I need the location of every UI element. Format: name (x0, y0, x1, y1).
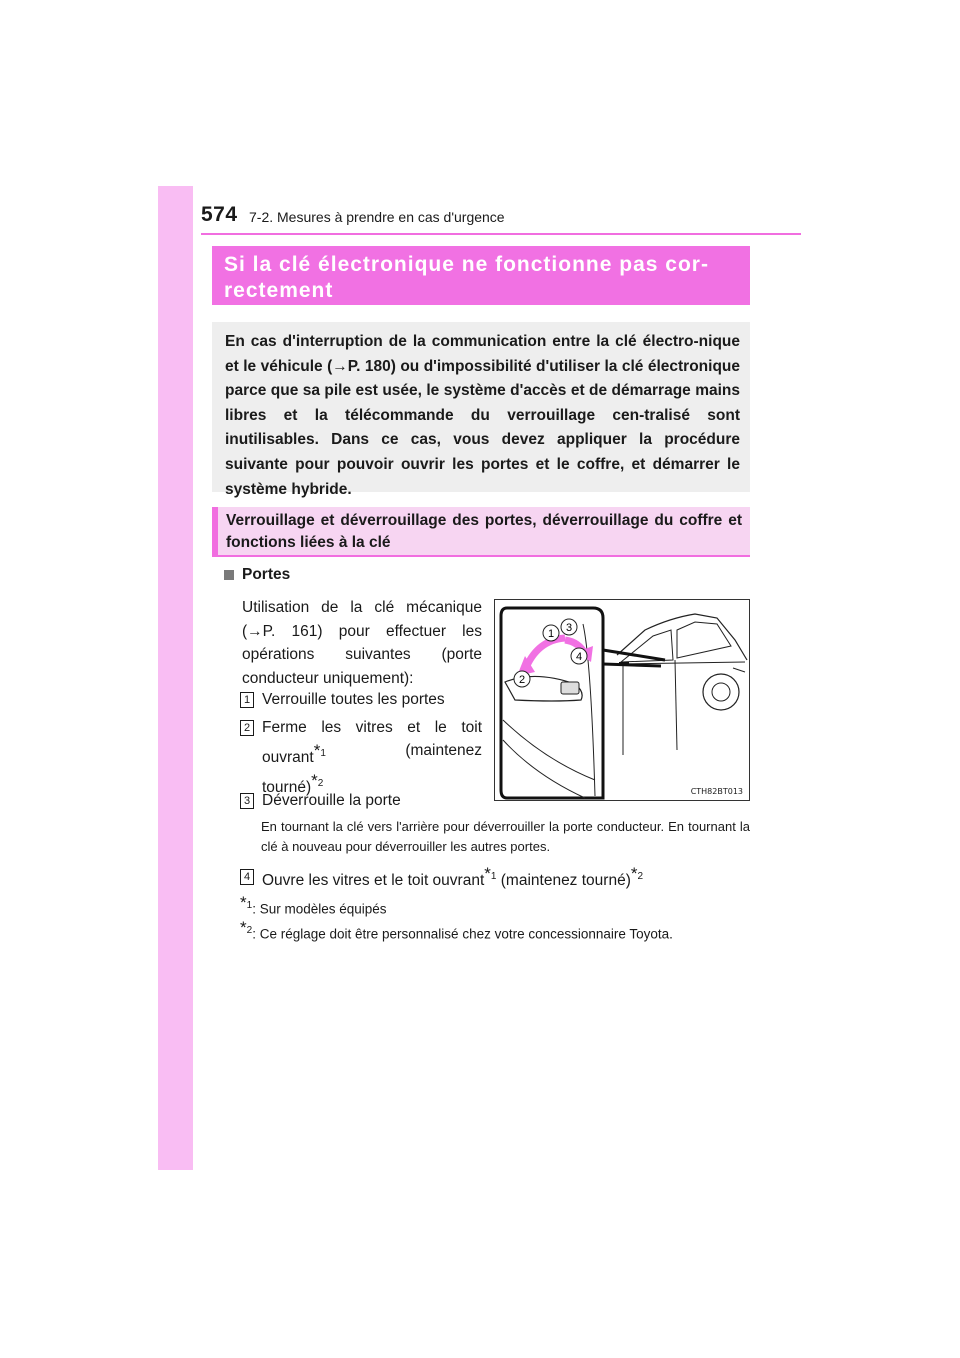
page-title (212, 246, 750, 305)
footnote-1-text: : Sur modèles équipés (252, 901, 387, 917)
page-number: 574 (201, 203, 238, 226)
step-2-tourne: tourné) (262, 779, 312, 797)
footnote-num: 2 (246, 925, 253, 936)
footnote-mark: * (313, 741, 321, 760)
footnote-ref: 2 (317, 778, 324, 790)
car-door-split (675, 660, 677, 750)
footnote-ref: 1 (490, 871, 497, 882)
section-reference: 7-2. Mesures à prendre en cas d'urgence (249, 209, 505, 225)
square-bullet-icon (224, 570, 234, 580)
car-belt-line (621, 662, 745, 664)
intro-paragraph: En cas d'interruption de la communication entre la clé électro-nique et le véhicule (→P. 180) ou d'impossibilité d'utiliser la clé électronique parce que sa pile est usée, le système d'accès et de démarrage mains libres et la télécommande du verrouillage cen-tralisé sont inutilisables. Dans ce cas, vous devez appliquer la procédure suivante pour pouvoir ouvrir les portes et le coffre, et démarrer le système hybride. (212, 322, 750, 492)
step-2-line1: Ferme les vitres et le toit (262, 719, 482, 736)
step-1-text: Verrouille toutes les portes (262, 691, 445, 708)
inset-door-curve (503, 720, 595, 780)
step-number-1: 1 (240, 692, 254, 708)
footnote-ref: 2 (637, 871, 644, 882)
callout-1-label: 1 (547, 628, 555, 640)
footnote-mark: * (630, 864, 638, 883)
door-handle (619, 662, 629, 666)
portes-heading-text: Portes (242, 566, 291, 583)
page-sidebar-tab (158, 186, 193, 1170)
subsection-heading: Verrouillage et déverrouillage des portes, déverrouillage du coffre et fonctions liées à la clé (212, 507, 750, 557)
inset-door-curve-2 (503, 740, 585, 798)
callout-4-label: 4 (575, 651, 583, 663)
arrow-lock (525, 638, 565, 670)
step-3-text: Déverrouille la porte (262, 792, 401, 809)
step-4-text-suffix: (maintenez tourné) (496, 872, 631, 890)
car-rear-hub (712, 683, 730, 701)
step-2-line2 (262, 739, 482, 769)
step-2-text (262, 716, 482, 799)
footnote-2-text: : Ce réglage doit être personnalisé chez votre concessionnaire Toyota. (252, 926, 673, 942)
footnote-mark: * (484, 864, 491, 883)
page-title-line2: rectement (224, 279, 334, 302)
step-number-2: 2 (240, 720, 254, 736)
footnote-mark: * (240, 893, 247, 912)
footnote-mark: * (311, 771, 318, 791)
step-number-4: 4 (240, 869, 254, 885)
callout-3-label: 3 (565, 622, 573, 634)
step-4-text-main: Ouvre les vitres et le toit ouvrant (262, 872, 485, 890)
step-2-maintenez: (maintenez (405, 742, 482, 759)
footnote-1 (240, 893, 387, 917)
car-rear-wheel (703, 674, 739, 710)
car-door-key-illustration (494, 599, 750, 801)
footnote-mark: * (240, 918, 247, 937)
footnote-num: 1 (246, 900, 253, 911)
car-key-diagram-svg (495, 600, 749, 800)
page-title-line1: Si la clé électronique ne fonctionne pas cor- (224, 253, 709, 276)
portes-heading (224, 566, 290, 584)
illustration-code: CTH82BT013 (690, 787, 743, 796)
callout-2-label: 2 (518, 674, 526, 686)
portes-lead-text: Utilisation de la clé mécanique (→P. 161) pour effectuer les opérations suivantes (porte conducteur uniquement): (242, 599, 482, 687)
header-divider (201, 233, 801, 235)
step-4-text (262, 862, 643, 892)
footnote-2 (240, 918, 673, 942)
car-tail (733, 668, 745, 672)
footnote-ref: 1 (320, 748, 326, 759)
key-cylinder (561, 682, 579, 694)
car-rear-window (677, 622, 731, 658)
car-roof-line (617, 614, 747, 660)
step-2-ouvrant: ouvrant (262, 749, 314, 767)
step-number-3: 3 (240, 793, 254, 809)
step-3-note: En tournant la clé vers l'arrière pour déverrouiller la porte conducteur. En tournant la clé à nouveau pour déverrouiller les autres portes. (261, 819, 750, 854)
